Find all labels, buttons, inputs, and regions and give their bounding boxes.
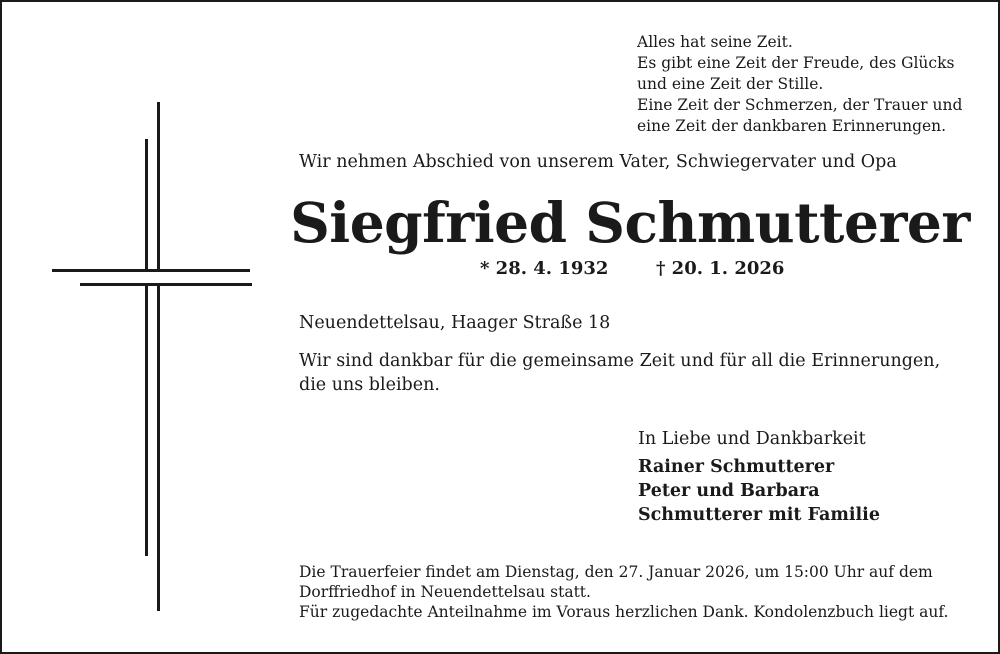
family-line: Schmutterer mit Familie — [638, 505, 880, 525]
deceased-name: Siegfried Schmutterer — [290, 190, 970, 255]
poem-line: Alles hat seine Zeit. — [637, 33, 793, 51]
signoff: In Liebe und Dankbarkeit — [638, 429, 866, 449]
death-date: † 20. 1. 2026 — [656, 258, 785, 279]
funeral-line: Die Trauerfeier findet am Dienstag, den 27. Januar 2026, um 15:00 Uhr auf dem — [299, 563, 933, 581]
thanks-text — [299, 349, 940, 397]
thanks-line: Wir sind dankbar für die gemeinsame Zeit und für all die Erinnerungen, — [299, 351, 941, 371]
birth-date: * 28. 4. 1932 — [480, 258, 609, 279]
poem-line: und eine Zeit der Stille. — [637, 75, 824, 93]
funeral-line: Für zugedachte Anteilnahme im Voraus herzlichen Dank. Kondolenzbuch liegt auf. — [299, 603, 949, 621]
intro-text: Wir nehmen Abschied von unserem Vater, Schwiegervater und Opa — [299, 152, 897, 172]
family-names — [638, 455, 880, 527]
poem-line: Es gibt eine Zeit der Freude, des Glücks — [637, 54, 955, 72]
poem — [637, 32, 962, 137]
funeral-line: Dorffriedhof in Neuendettelsau statt. — [299, 583, 591, 601]
funeral-info — [299, 562, 948, 622]
thanks-line: die uns bleiben. — [299, 375, 440, 395]
poem-line: Eine Zeit der Schmerzen, der Trauer und — [637, 96, 963, 114]
address: Neuendettelsau, Haager Straße 18 — [299, 313, 611, 333]
poem-line: eine Zeit der dankbaren Erinnerungen. — [637, 117, 947, 135]
family-line: Peter und Barbara — [638, 481, 820, 501]
family-line: Rainer Schmutterer — [638, 457, 835, 477]
